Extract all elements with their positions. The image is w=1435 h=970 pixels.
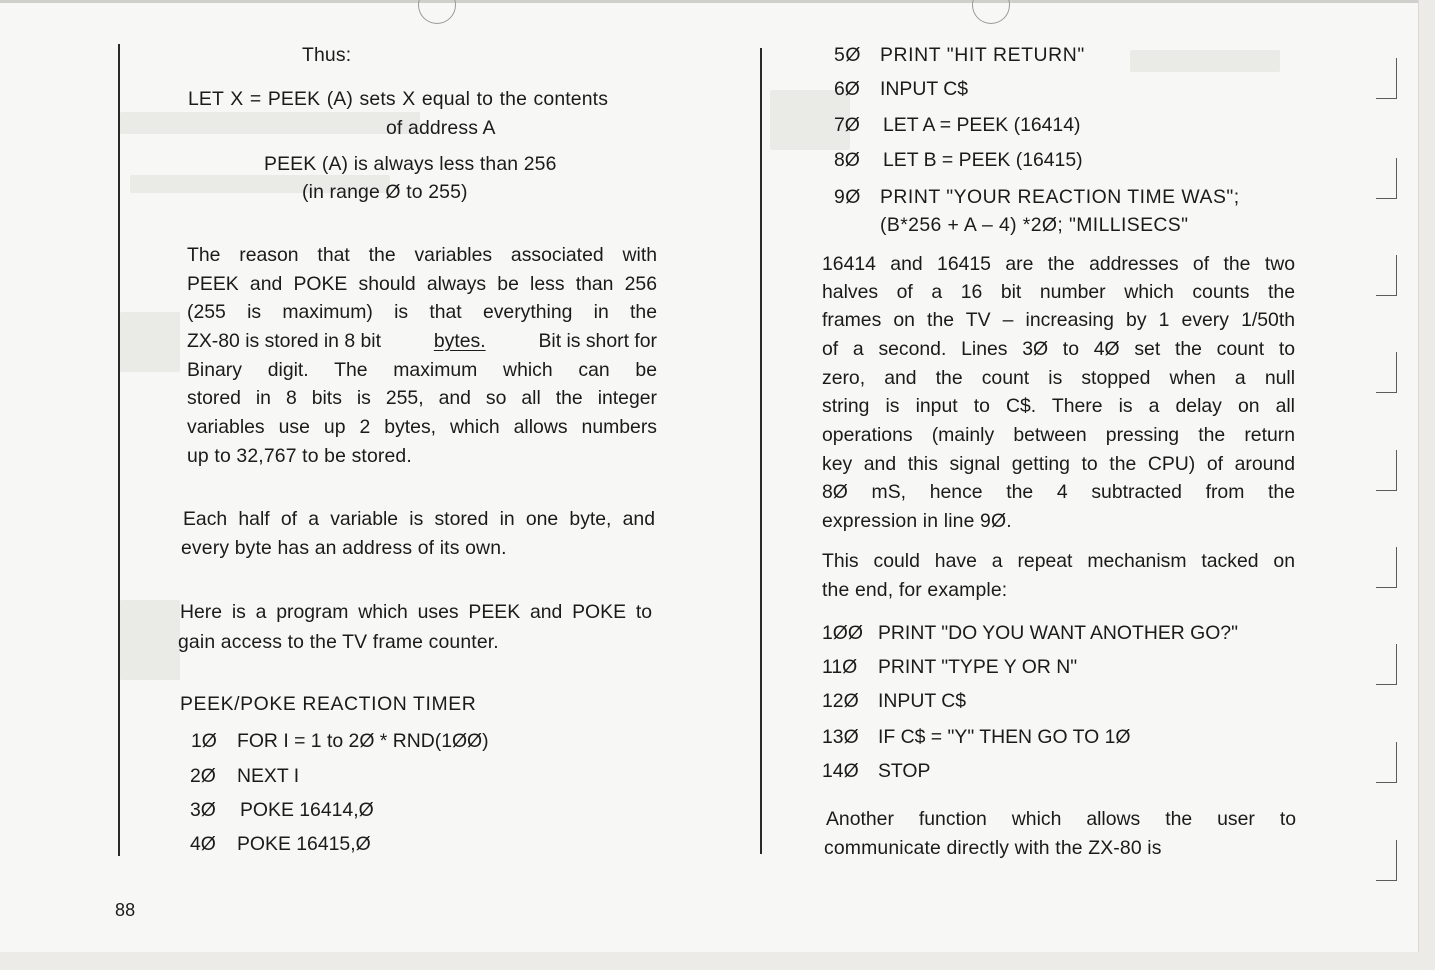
- paragraph-line: expression in line 9Ø.: [822, 510, 1012, 532]
- program-line: [190, 798, 374, 822]
- line-code: STOP: [878, 760, 931, 782]
- index-tab-mark: [1376, 547, 1397, 588]
- program-line: [190, 832, 371, 856]
- paragraph-line: up to 32,767 to be stored.: [187, 445, 412, 467]
- line-code: LET B = PEEK (16415): [883, 149, 1083, 171]
- line-code: PRINT "HIT RETURN": [880, 44, 1085, 66]
- program-line: [834, 113, 1080, 137]
- peek-definition-line-1: LET X = PEEK (A) sets X equal to the contents: [188, 88, 609, 110]
- program-title: PEEK/POKE REACTION TIMER: [180, 693, 477, 715]
- line-number: 8Ø: [834, 149, 860, 171]
- binding-hole-right: [972, 0, 1010, 24]
- page-number: 88: [115, 900, 136, 920]
- paragraph-line: gain access to the TV frame counter.: [178, 631, 499, 653]
- index-tab-mark: [1376, 352, 1397, 393]
- left-page-margin-rule: [118, 44, 120, 856]
- paragraph-line: zero, and the count is stopped when a null: [822, 367, 1295, 389]
- paragraph-line: Each half of a variable is stored in one byte, and: [183, 508, 655, 530]
- line-number: 1Ø: [191, 730, 217, 752]
- binding-hole-left: [418, 0, 456, 24]
- line-number: 13Ø: [822, 726, 859, 748]
- show-through-text: [120, 312, 180, 372]
- paragraph-line: 8Ø mS, hence the 4 subtracted from the: [822, 481, 1295, 503]
- paragraph-line: 16414 and 16415 are the addresses of the two: [822, 253, 1295, 275]
- show-through-text: [120, 112, 420, 134]
- program-line: [822, 689, 966, 713]
- line-code: LET A = PEEK (16414): [883, 114, 1081, 136]
- line-number: 6Ø: [834, 78, 860, 100]
- paragraph-line: The reason that the variables associated with: [187, 244, 657, 266]
- index-tab-mark: [1376, 158, 1397, 199]
- line-code: PRINT "DO YOU WANT ANOTHER GO?": [878, 622, 1238, 644]
- index-tab-mark: [1376, 644, 1397, 685]
- paragraph-text: Bit is short for: [538, 330, 657, 352]
- paragraph-line: key and this signal getting to the CPU) of around: [822, 453, 1295, 475]
- line-number: 5Ø: [834, 44, 862, 66]
- show-through-text: [1130, 50, 1280, 72]
- index-tab-mark: [1376, 255, 1397, 296]
- paragraph-line: the end, for example:: [822, 579, 1008, 601]
- line-code: PRINT "YOUR REACTION TIME WAS";: [880, 186, 1240, 208]
- index-tab-mark: [1376, 742, 1397, 783]
- line-number: 7Ø: [834, 114, 860, 136]
- paragraph-line: [187, 329, 657, 353]
- line-code: FOR I = 1 to 2Ø * RND(1ØØ): [237, 730, 489, 752]
- program-line: [190, 764, 299, 788]
- index-tab-mark: [1376, 450, 1397, 491]
- paragraph-line: halves of a 16 bit number which counts the: [822, 281, 1295, 303]
- peek-range-line-1: PEEK (A) is always less than 256: [264, 153, 557, 175]
- program-line: [822, 621, 1238, 645]
- peek-definition-line-2: of address A: [386, 117, 496, 139]
- paragraph-line: every byte has an address of its own.: [181, 537, 507, 559]
- program-line: [822, 655, 1077, 679]
- program-line: [834, 77, 968, 101]
- line-code: INPUT C$: [878, 690, 966, 712]
- paragraph-line: of a second. Lines 3Ø to 4Ø set the count to: [822, 338, 1295, 360]
- line-number: 4Ø: [190, 833, 216, 855]
- program-line: [822, 759, 930, 783]
- paragraph-line: string is input to C$. There is a delay on all: [822, 395, 1295, 417]
- program-line: [834, 43, 1085, 67]
- paragraph-line: PEEK and POKE should always be less than 256: [187, 273, 657, 295]
- program-line: [834, 148, 1083, 172]
- line-code: NEXT I: [237, 765, 300, 787]
- program-line-continuation: (B*256 + A – 4) *2Ø; "MILLISECS": [880, 214, 1189, 236]
- line-code: POKE 16414,Ø: [240, 799, 374, 821]
- line-number: 9Ø: [834, 186, 861, 208]
- line-code: POKE 16415,Ø: [237, 833, 371, 855]
- show-through-text: [120, 600, 180, 680]
- line-code: PRINT "TYPE Y OR N": [878, 656, 1078, 678]
- paragraph-line: operations (mainly between pressing the return: [822, 424, 1295, 446]
- paragraph-line: frames on the TV – increasing by 1 every 1/50th: [822, 309, 1295, 331]
- line-number: 2Ø: [190, 765, 216, 787]
- line-number: 12Ø: [822, 690, 859, 712]
- paragraph-line: Another function which allows the user to: [826, 808, 1296, 830]
- program-line: [834, 185, 1240, 209]
- line-number: 3Ø: [190, 799, 216, 821]
- line-number: 14Ø: [822, 760, 859, 782]
- paragraph-line: Binary digit. The maximum which can be: [187, 359, 657, 381]
- index-tab-mark: [1376, 840, 1397, 881]
- line-code: INPUT C$: [880, 78, 968, 100]
- peek-range-line-2: (in range Ø to 255): [302, 181, 468, 203]
- index-tab-mark: [1376, 58, 1397, 99]
- line-number: 11Ø: [822, 656, 858, 678]
- paragraph-line: Here is a program which uses PEEK and POKE to: [180, 601, 652, 623]
- paragraph-line: stored in 8 bits is 255, and so all the integer: [187, 387, 657, 409]
- paragraph-line: (255 is maximum) is that everything in the: [187, 301, 657, 323]
- line-number: 1ØØ: [822, 622, 863, 644]
- paragraph-line: communicate directly with the ZX-80 is: [824, 837, 1162, 859]
- program-line: [191, 729, 489, 753]
- line-code: IF C$ = "Y" THEN GO TO 1Ø: [878, 726, 1131, 748]
- paragraph-line: variables use up 2 bytes, which allows numbers: [187, 416, 657, 438]
- page-top-edge: [0, 0, 1418, 3]
- underlined-word-bytes: bytes.: [433, 330, 486, 352]
- right-page-margin-rule: [760, 48, 762, 854]
- paragraph-line: This could have a repeat mechanism tacked on: [822, 550, 1295, 572]
- paragraph-text: ZX-80 is stored in 8 bit: [187, 330, 381, 352]
- program-line: [822, 725, 1130, 749]
- thus-label: Thus:: [302, 44, 352, 66]
